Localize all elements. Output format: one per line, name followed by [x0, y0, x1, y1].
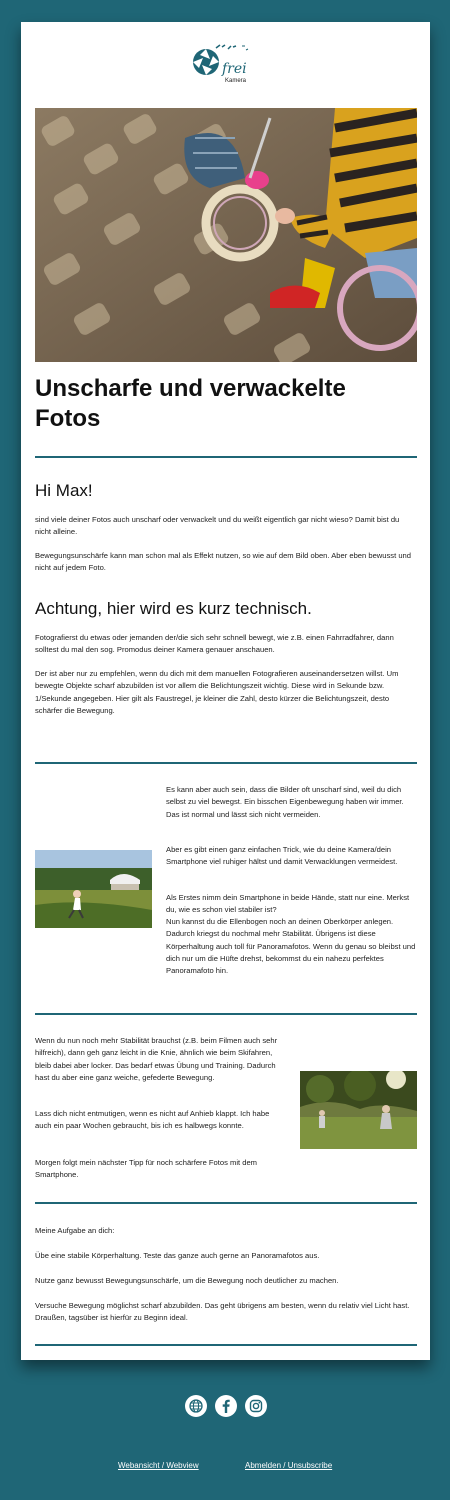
- logo-script-text: frei: [222, 61, 247, 77]
- section2-paragraph-4: Nun kannst du die Ellenbogen noch an deinen Oberkörper anlegen. Dadurch kriegst du nochmal mehr Stabilität. Übrigens ist diese Körperhaltung auch toll für Panoramafotos. Wenn du genau so bleibst und dich nur um die Hüfte drehst, bekommst du ein nahezu perfektes Panoramafoto hin.: [166, 917, 416, 976]
- child-running-photo: [35, 850, 152, 928]
- section2-paragraph-3: Als Erstes nimm dein Smartphone in beide Hände, statt nur eine. Merkst du, wie es schon viel stabiler ist?: [166, 893, 410, 915]
- webview-link[interactable]: Webansicht / Webview: [118, 1461, 199, 1470]
- section3-paragraph-3: Morgen folgt mein nächster Tipp für noch schärfere Fotos mit dem Smartphone.: [35, 1158, 258, 1180]
- section-divider: [35, 762, 417, 764]
- task-item-3: Versuche Bewegung möglichst scharf abzubilden. Das geht übrigens am besten, wenn du relativ viel Licht hast. Draußen, tagsüber ist hierfür zu Beginn ideal.: [35, 1301, 410, 1323]
- section3-paragraph-2: Lass dich nicht entmutigen, wenn es nicht auf Anhieb klappt. Ich habe auch ein paar Wochen gebraucht, bis ich es halbwegs konnte.: [35, 1109, 270, 1131]
- section-divider: [35, 1344, 417, 1346]
- garden-child-photo: [300, 1071, 417, 1149]
- section-divider: [35, 456, 417, 458]
- technical-heading: Achtung, hier wird es kurz technisch.: [35, 599, 312, 618]
- intro-paragraph: sind viele deiner Fotos auch unscharf oder verwackelt und du weißt eigentlich gar nicht wieso? Damit bist du nicht alleine.: [35, 515, 400, 537]
- instagram-icon[interactable]: [245, 1395, 267, 1417]
- technical-paragraph-1: Fotografierst du etwas oder jemanden der/die sich sehr schnell bewegt, wie z.B. einen Fahrradfahrer, dann solltest du mal den sog. Promodus deiner Kamera genauer anschauen.: [35, 633, 394, 655]
- section-divider: [35, 1202, 417, 1204]
- section2-paragraph-2: Aber es gibt einen ganz einfachen Trick, wie du deine Kamera/dein Smartphone viel ruhiger hältst und damit Verwacklungen vermeidest.: [166, 845, 398, 867]
- section-divider: [35, 1013, 417, 1015]
- frei-kamera-logo[interactable]: [192, 42, 262, 92]
- hero-photo: [35, 108, 417, 362]
- article-title: Unscharfe und verwackelte Fotos: [35, 375, 346, 432]
- unsubscribe-link[interactable]: Abmelden / Unsubscribe: [245, 1461, 333, 1470]
- child-in-garden-photo: [300, 1071, 417, 1149]
- task-item-2: Nutze ganz bewusst Bewegungsunschärfe, um die Bewegung noch deutlicher zu machen.: [35, 1276, 339, 1285]
- logo-sub-text: Kamera: [225, 78, 247, 84]
- technical-paragraph-2: Der ist aber nur zu empfehlen, wenn du dich mit dem manuellen Fotografieren auseinandersetzen willst. Um bewegte Objekte scharf abzubilden ist vor allem die Belichtungszeit wichtig. Diese wird in Sekunde bzw. 1/Sekunde angegeben. Hier gilt als Faustregel, je kleiner die Zahl, desto kürzer die Belichtungszeit, desto schärfer die Bewegung.: [35, 669, 399, 715]
- section2-paragraph-1: Es kann aber auch sein, dass die Bilder oft unscharf sind, weil du dich selbst zu viel bewegst. Ein bisschen Eigenbewegung haben wir immer. Das ist normal und lässt sich nicht vermeiden.: [166, 785, 404, 819]
- section3-paragraph-1: Wenn du nun noch mehr Stabilität brauchst (z.B. beim Filmen auch sehr hilfreich), dann geh ganz leicht in die Knie, ähnlich wie beim Skifahren, bleib dabei aber locker. Das bedarf etwas Übung und Training. Dadurch hast du aber eine ganz weiche, gefederte Bewegung.: [35, 1036, 278, 1082]
- child-on-bicycle-photo: [35, 108, 417, 362]
- globe-icon[interactable]: [185, 1395, 207, 1417]
- motion-blur-paragraph: Bewegungsunschärfe kann man schon mal als Effekt nutzen, so wie auf dem Bild oben. Aber eben bewusst und nicht auf jedem Foto.: [35, 551, 411, 573]
- running-child-photo: [35, 850, 152, 928]
- task-intro: Meine Aufgabe an dich:: [35, 1226, 115, 1235]
- facebook-icon[interactable]: [215, 1395, 237, 1417]
- newsletter-card: [21, 22, 430, 1360]
- task-item-1: Übe eine stabile Körperhaltung. Teste das ganze auch gerne an Panoramafotos aus.: [35, 1251, 320, 1260]
- greeting-heading: Hi Max!: [35, 481, 93, 500]
